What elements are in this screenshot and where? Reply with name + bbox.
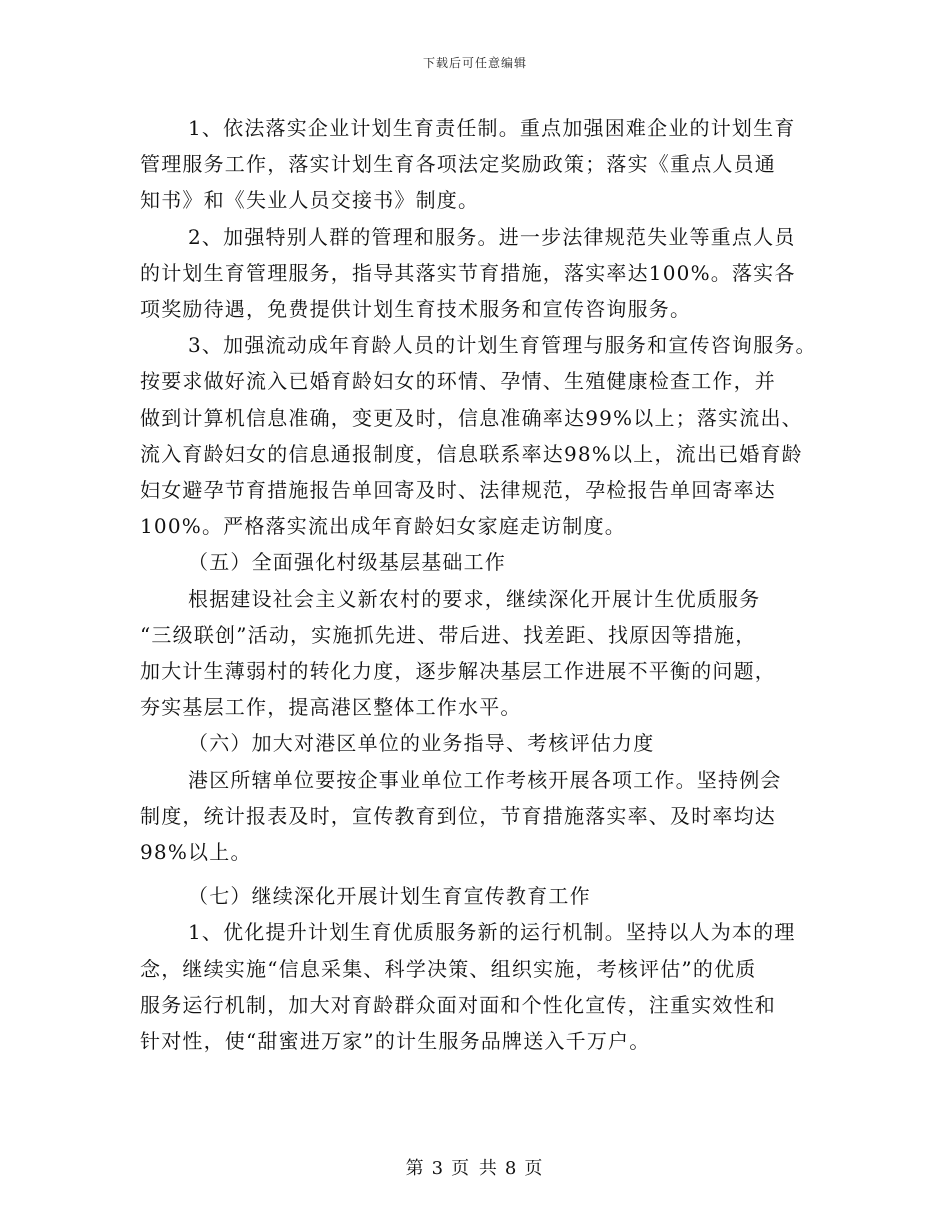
paragraph xyxy=(140,762,812,871)
text-line: 做到计算机信息准确，变更及时，信息准确率达99%以上；落实流出、 xyxy=(140,405,803,430)
heading-text: （七）继续深化开展计划生育宣传教育工作 xyxy=(188,884,591,909)
text-line: 项奖励待遇，免费提供计划生育技术服务和宣传咨询服务。 xyxy=(140,297,692,322)
text-line: 流入育龄妇女的信息通报制度，信息联系率达98%以上，流出已婚育龄 xyxy=(140,441,803,466)
paragraph xyxy=(140,110,812,219)
text-line: 妇女避孕节育措施报告单回寄及时、法律规范，孕检报告单回寄率达 xyxy=(140,478,776,503)
paragraph xyxy=(140,914,812,1059)
paragraph xyxy=(140,581,812,726)
text-line: 2、加强特别人群的管理和服务。进一步法律规范失业等重点人员 xyxy=(188,224,796,249)
text-line: 1、优化提升计划生育优质服务新的运行机制。坚持以人为本的理 xyxy=(188,920,796,945)
text-line: 1、依法落实企业计划生育责任制。重点加强困难企业的计划生育 xyxy=(188,116,796,140)
paragraph xyxy=(140,327,817,544)
document-body xyxy=(140,110,817,1059)
text-line: 服务运行机制，加大对育龄群众面对面和个性化宣传，注重实效性和 xyxy=(140,992,776,1017)
text-line: 的计划生育管理服务，指导其落实节育措施，落实率达100%。落实各 xyxy=(140,260,796,285)
footer-suffix: 页 xyxy=(524,1158,545,1179)
heading-text: （五）全面强化村级基层基础工作 xyxy=(188,550,506,575)
text-line: 制度，统计报表及时，宣传教育到位，节育措施落实率、及时率均达 xyxy=(140,803,776,828)
page-header: 下载后可任意编辑 xyxy=(422,56,527,70)
footer-middle: 页 共 xyxy=(451,1158,499,1179)
text-line: 针对性，使“甜蜜进万家”的计生服务品牌送入千万户。 xyxy=(140,1029,651,1054)
text-line: 按要求做好流入已婚育龄妇女的环情、孕情、生殖健康检查工作，并 xyxy=(140,369,776,394)
paragraph xyxy=(140,219,812,328)
text-line: 知书》和《失业人员交接书》制度。 xyxy=(140,188,480,213)
footer-prefix: 第 xyxy=(405,1158,426,1179)
text-line: 3、加强流动成年育龄人员的计划生育管理与服务和宣传咨询服务。 xyxy=(188,333,817,358)
section-heading xyxy=(140,878,812,914)
total-pages: 8 xyxy=(504,1158,519,1179)
heading-text: （六）加大对港区单位的业务指导、考核评估力度 xyxy=(188,731,655,756)
page-footer xyxy=(0,1154,950,1180)
text-line: 100%。严格落实流出成年育龄妇女家庭走访制度。 xyxy=(140,514,626,539)
section-heading xyxy=(140,544,812,580)
text-line: 加大计生薄弱村的转化力度，逐步解决基层工作进展不平衡的问题， xyxy=(140,659,776,684)
page-number: 3 xyxy=(431,1158,446,1179)
text-line: 根据建设社会主义新农村的要求，继续深化开展计生优质服务 xyxy=(188,586,761,611)
text-line: 98%以上。 xyxy=(140,840,252,865)
text-line: 港区所辖单位要按企事业单位工作考核开展各项工作。坚持例会 xyxy=(188,767,782,792)
text-line: 念，继续实施“信息采集、科学决策、组织实施，考核评估”的优质 xyxy=(140,956,757,981)
text-line: “三级联创”活动，实施抓先进、带后进、找差距、找原因等措施， xyxy=(140,622,757,647)
text-line: 夯实基层工作，提高港区整体工作水平。 xyxy=(140,695,522,720)
section-heading xyxy=(140,725,812,761)
text-line: 管理服务工作，落实计划生育各项法定奖励政策；落实《重点人员通 xyxy=(140,152,776,177)
